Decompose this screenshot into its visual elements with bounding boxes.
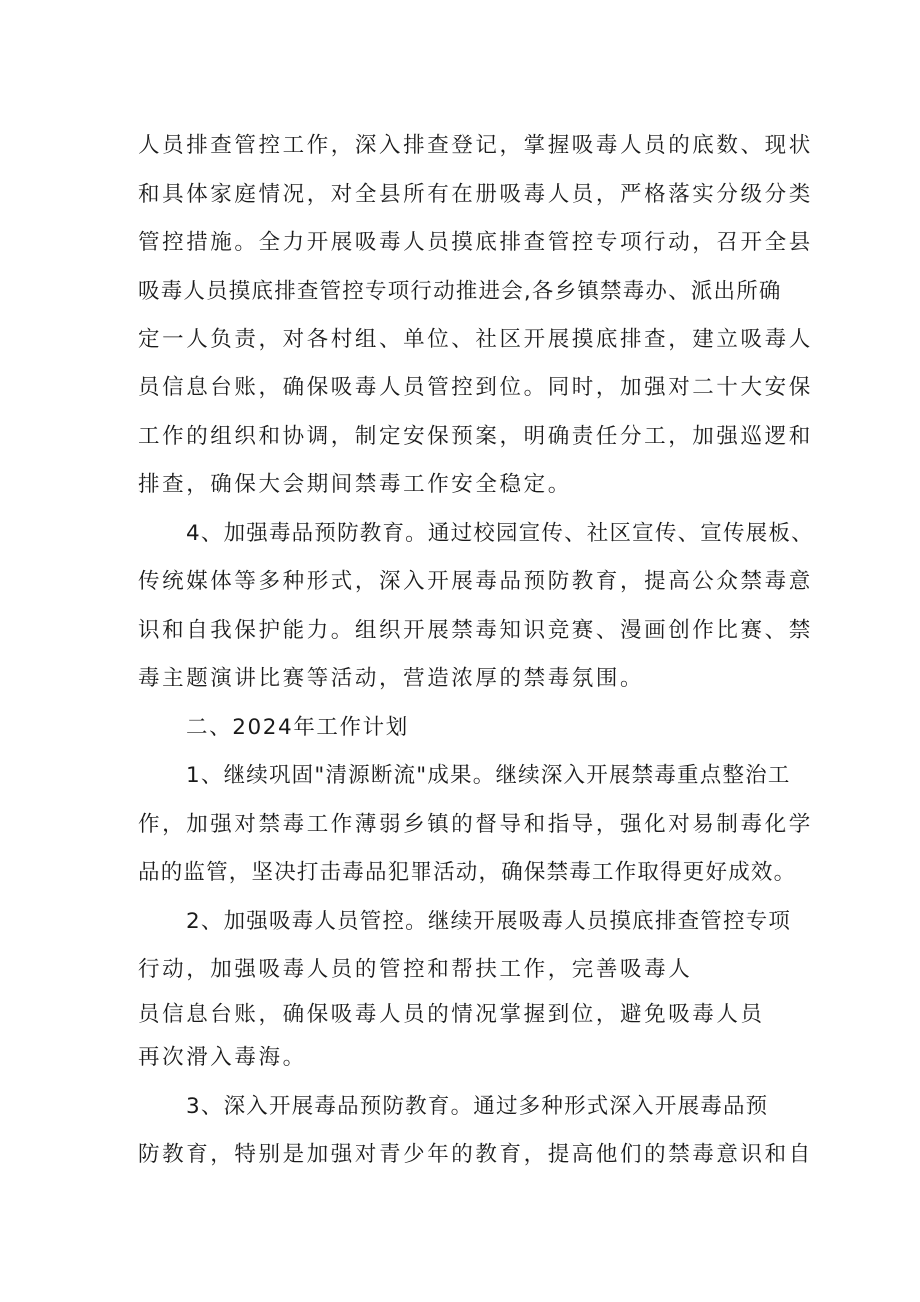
- paragraph-start-line: 2、加强吸毒人员管控。继续开展吸毒人员摸底排查管控专项: [186, 909, 792, 934]
- text-line: 防教育，特别是加强对青少年的教育，提高他们的禁毒意识和自: [138, 1142, 813, 1167]
- text-line: 再次滑入毒海。: [138, 1045, 307, 1070]
- text-line: 定一人负责，对各村组、单位、社区开展摸底排查，建立吸毒人: [138, 327, 813, 352]
- text-line: 品的监管，坚决打击毒品犯罪活动，确保禁毒工作取得更好成效。: [138, 860, 797, 885]
- text-line: 毒主题演讲比赛等活动，营造浓厚的禁毒氛围。: [138, 666, 645, 691]
- section-heading: 二、2024年工作计划: [186, 715, 409, 740]
- text-line: 员信息台账，确保吸毒人员管控到位。同时，加强对二十大安保: [138, 375, 813, 400]
- text-line: 作，加强对禁毒工作薄弱乡镇的督导和指导，强化对易制毒化学: [138, 812, 813, 837]
- text-line: 和具体家庭情况，对全县所有在册吸毒人员，严格落实分级分类: [138, 182, 813, 207]
- text-line: 工作的组织和协调，制定安保预案，明确责任分工，加强巡逻和: [138, 424, 813, 449]
- text-line: 人员排查管控工作，深入排查登记，掌握吸毒人员的底数、现状: [138, 133, 813, 158]
- text-line: 识和自我保护能力。组织开展禁毒知识竞赛、漫画创作比赛、禁: [138, 618, 813, 643]
- text-line: 传统媒体等多种形式，深入开展毒品预防教育，提高公众禁毒意: [138, 569, 813, 594]
- text-line: 排查，确保大会期间禁毒工作安全稳定。: [138, 472, 572, 497]
- text-line: 行动，加强吸毒人员的管控和帮扶工作，完善吸毒人: [138, 957, 693, 982]
- paragraph-start-line: 4、加强毒品预防教育。通过校园宣传、社区宣传、宣传展板、: [186, 521, 814, 546]
- paragraph-start-line: 3、深入开展毒品预防教育。通过多种形式深入开展毒品预: [186, 1094, 769, 1119]
- paragraph-start-line: 1、继续巩固"清源断流"成果。继续深入开展禁毒重点整治工: [186, 763, 791, 788]
- text-line: 员信息台账，确保吸毒人员的情况掌握到位，避免吸毒人员: [138, 1002, 765, 1027]
- text-line: 吸毒人员摸底排查管控专项行动推进会,各乡镇禁毒办、派出所确: [138, 279, 782, 304]
- text-line: 管控措施。全力开展吸毒人员摸底排查管控专项行动，召开全县: [138, 230, 813, 255]
